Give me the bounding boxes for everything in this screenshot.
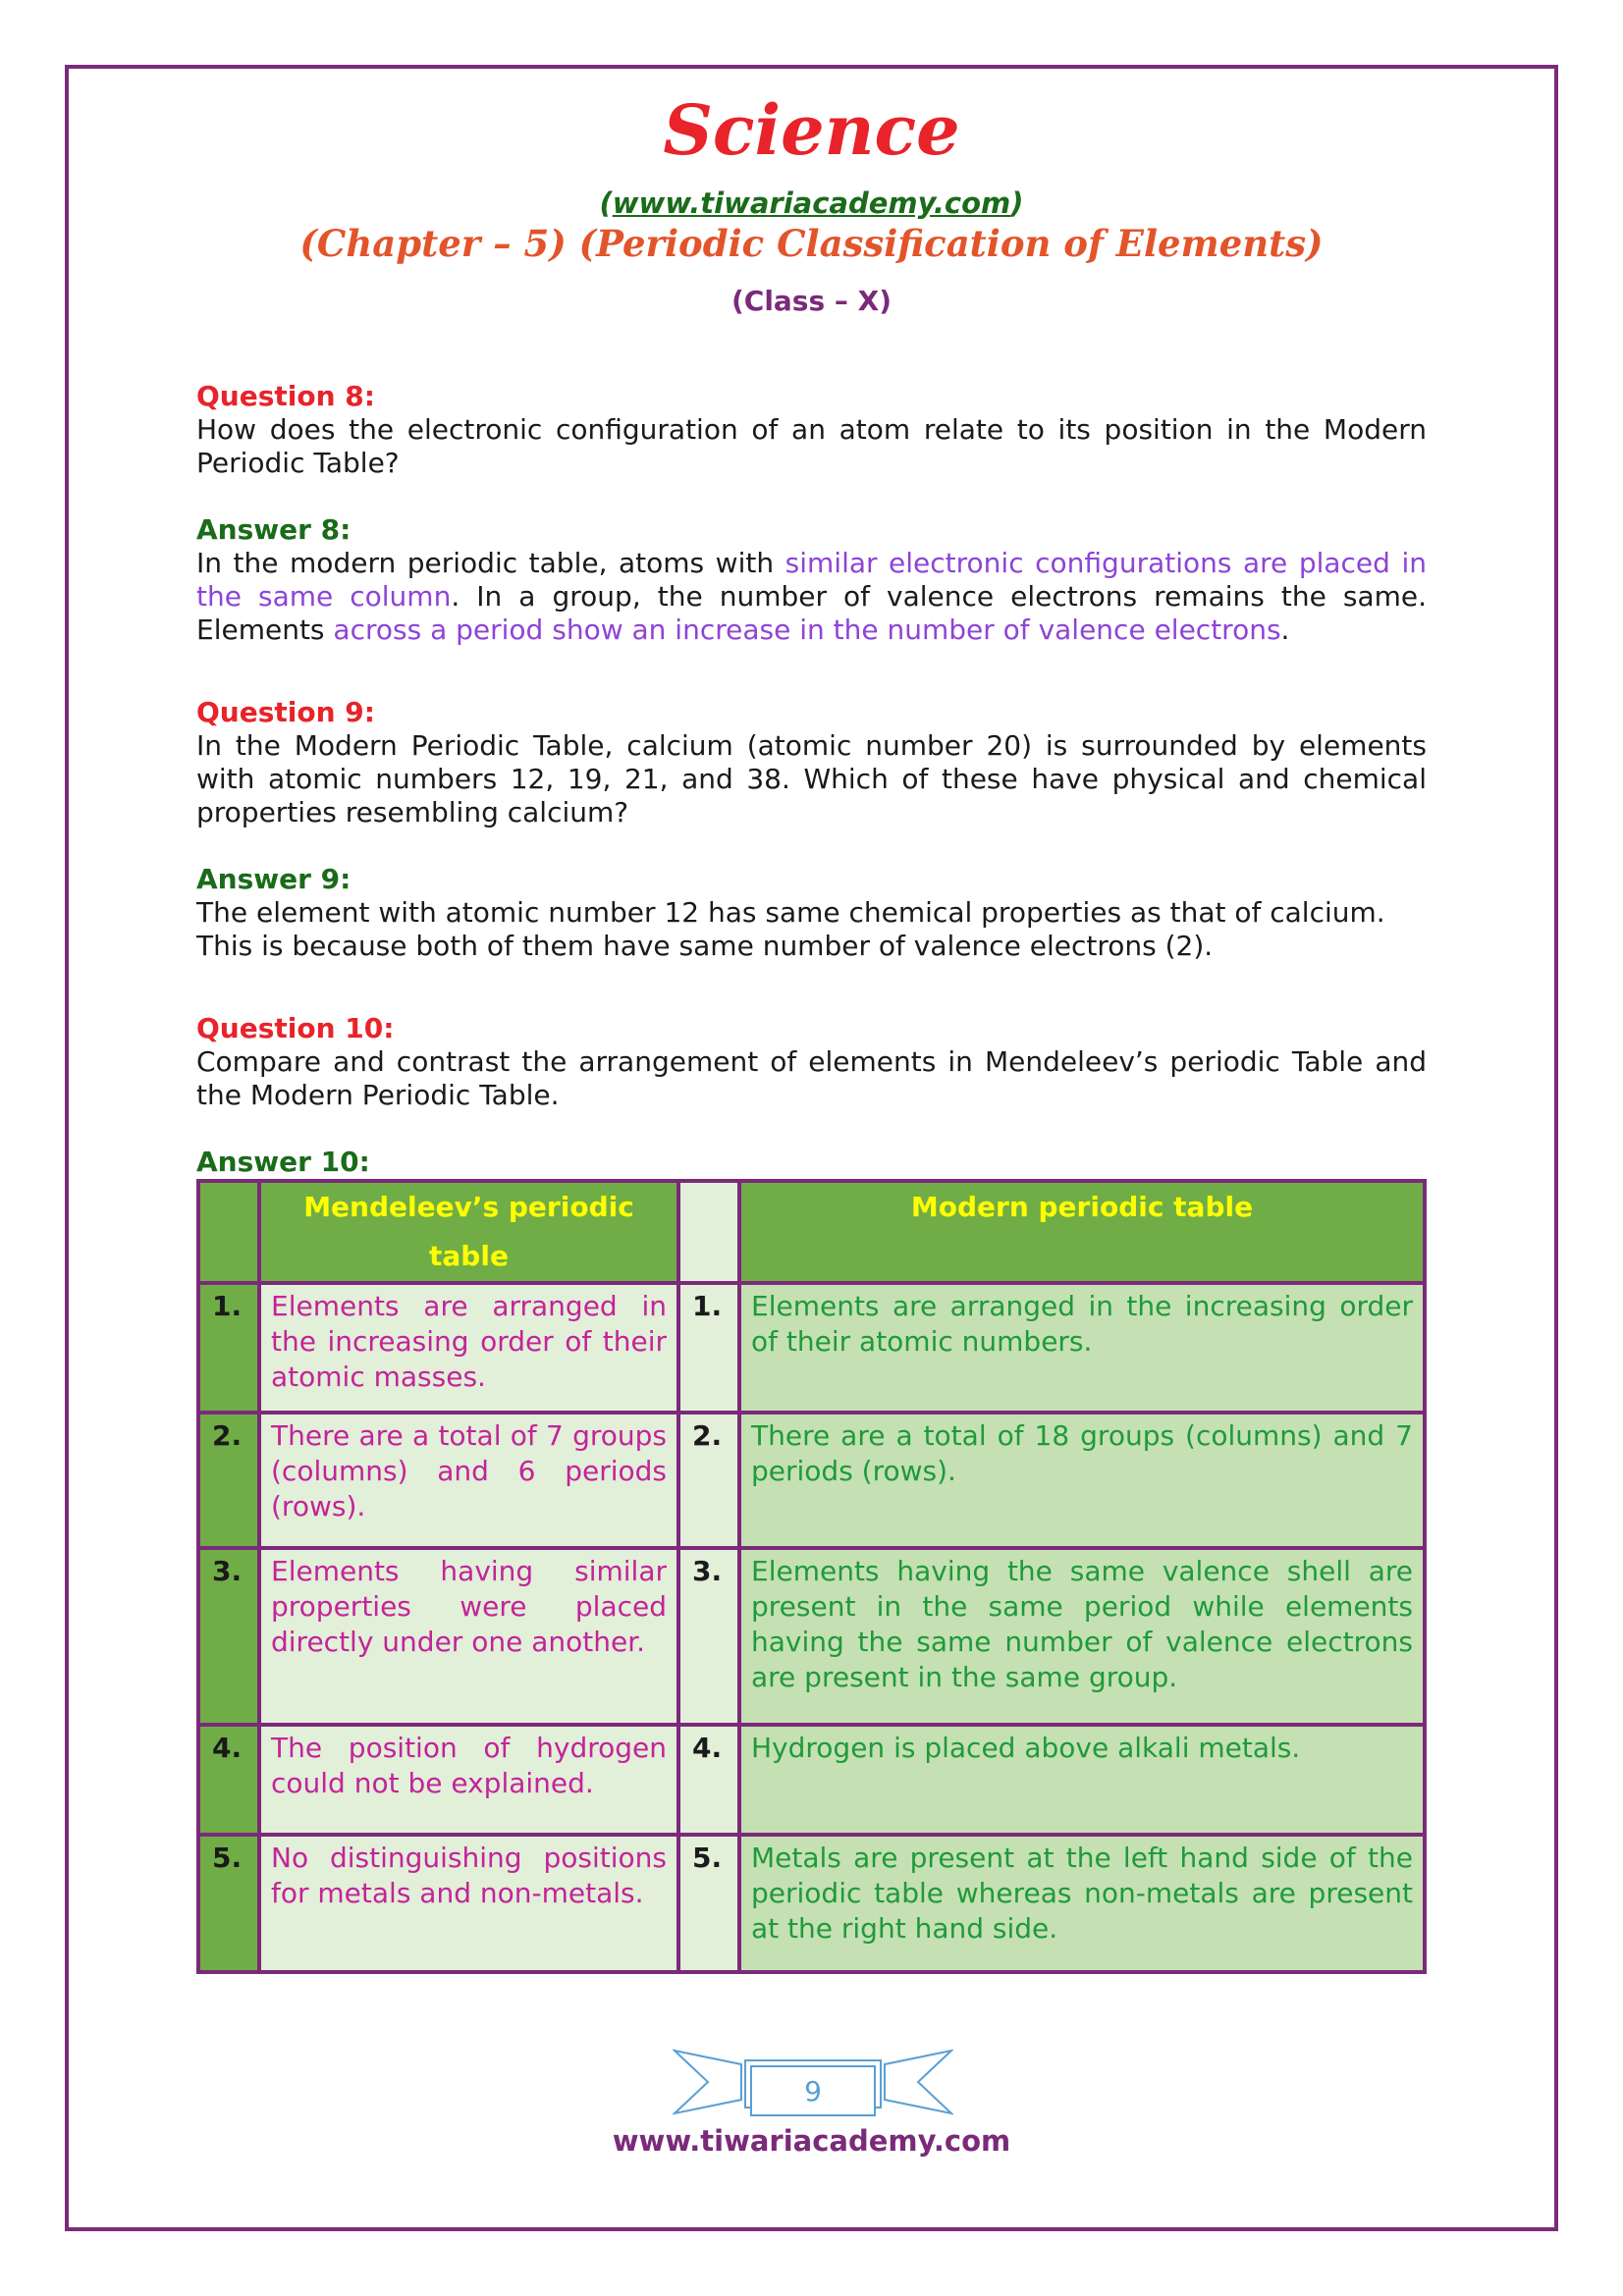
mendeleev-cell: Elements having similar properties were placed directly under one another. bbox=[259, 1548, 678, 1725]
answer-9-line-1: The element with atomic number 12 has same chemical properties as that of calcium. bbox=[196, 896, 1385, 929]
row-number-right: 1. bbox=[678, 1283, 739, 1413]
mendeleev-cell: There are a total of 7 groups (columns) and 6 periods (rows). bbox=[259, 1413, 678, 1548]
row-number-left: 5. bbox=[198, 1835, 259, 1972]
table-row bbox=[198, 1835, 1425, 1972]
answer-8-highlight-1: similar electronic configurations are placed in the same column bbox=[196, 547, 1427, 613]
answer-8-text: In the modern periodic table, atoms with similar electronic configurations are placed in the same column. In a group, the number of valence electrons remains the same. Elements across a period show an increase in the number of valence electrons. bbox=[196, 547, 1428, 646]
table-row bbox=[198, 1725, 1425, 1835]
question-8-text: How does the electronic configuration of an atom relate to its position in the Modern Periodic Table? bbox=[196, 413, 1427, 479]
row-number-left: 4. bbox=[198, 1725, 259, 1835]
row-number-right: 3. bbox=[678, 1548, 739, 1725]
page-content bbox=[196, 380, 1427, 1974]
mendeleev-cell: No distinguishing positions for metals and non-metals. bbox=[259, 1835, 678, 1972]
table-row bbox=[198, 1413, 1425, 1548]
question-10-heading: Question 10: bbox=[196, 1012, 395, 1044]
table-row bbox=[198, 1283, 1425, 1413]
question-8-heading: Question 8: bbox=[196, 380, 375, 412]
page-title: Science bbox=[663, 89, 960, 171]
header-modern: Modern periodic table bbox=[739, 1181, 1425, 1283]
row-number-left: 2. bbox=[198, 1413, 259, 1548]
answer-8-highlight-2: across a period show an increase in the number of valence electrons bbox=[333, 614, 1281, 646]
site-link-header[interactable]: (www.tiwariacademy.com) bbox=[599, 187, 1024, 220]
answer-9-line-2: This is because both of them have same number of valence electrons (2). bbox=[196, 930, 1214, 962]
answer-8-heading: Answer 8: bbox=[196, 513, 352, 546]
page-number-ribbon bbox=[673, 2045, 953, 2123]
comparison-table bbox=[196, 1179, 1427, 1974]
answer-10-heading: Answer 10: bbox=[196, 1146, 370, 1178]
row-number-left: 3. bbox=[198, 1548, 259, 1725]
header-num-left bbox=[198, 1181, 259, 1283]
modern-cell: Elements having the same valence shell are present in the same period while elements having the same number of valence electrons are present in the same group. bbox=[739, 1548, 1425, 1725]
row-number-left: 1. bbox=[198, 1283, 259, 1413]
site-url[interactable]: www.tiwariacademy.com bbox=[612, 187, 1011, 220]
ribbon-icon bbox=[673, 2045, 953, 2119]
answer-9-heading: Answer 9: bbox=[196, 863, 352, 895]
mendeleev-cell: The position of hydrogen could not be explained. bbox=[259, 1725, 678, 1835]
chapter-title: (Chapter – 5) (Periodic Classification of Elements) bbox=[299, 222, 1324, 265]
row-number-right: 4. bbox=[678, 1725, 739, 1835]
modern-cell: Elements are arranged in the increasing order of their atomic numbers. bbox=[739, 1283, 1425, 1413]
question-10-text: Compare and contrast the arrangement of elements in Mendeleev’s periodic Table and the Modern Periodic Table. bbox=[196, 1045, 1427, 1111]
class-label: (Class – X) bbox=[730, 285, 893, 317]
site-link-footer[interactable]: www.tiwariacademy.com bbox=[612, 2124, 1011, 2158]
modern-cell: There are a total of 18 groups (columns) and 7 periods (rows). bbox=[739, 1413, 1425, 1548]
row-number-right: 2. bbox=[678, 1413, 739, 1548]
question-9-heading: Question 9: bbox=[196, 696, 375, 728]
header-num-right bbox=[678, 1181, 739, 1283]
modern-cell: Hydrogen is placed above alkali metals. bbox=[739, 1725, 1425, 1835]
modern-cell: Metals are present at the left hand side of the periodic table whereas non-metals are present at the right hand side. bbox=[739, 1835, 1425, 1972]
header-mendeleev: Mendeleev’s periodic table bbox=[259, 1181, 678, 1283]
table-row bbox=[198, 1548, 1425, 1725]
page-number: 9 bbox=[804, 2075, 822, 2108]
question-9-text: In the Modern Periodic Table, calcium (atomic number 20) is surrounded by elements with atomic numbers 12, 19, 21, and 38. Which of these have physical and chemical properties resembling calcium? bbox=[196, 729, 1427, 828]
row-number-right: 5. bbox=[678, 1835, 739, 1972]
table-header-row bbox=[198, 1181, 1425, 1283]
mendeleev-cell: Elements are arranged in the increasing order of their atomic masses. bbox=[259, 1283, 678, 1413]
